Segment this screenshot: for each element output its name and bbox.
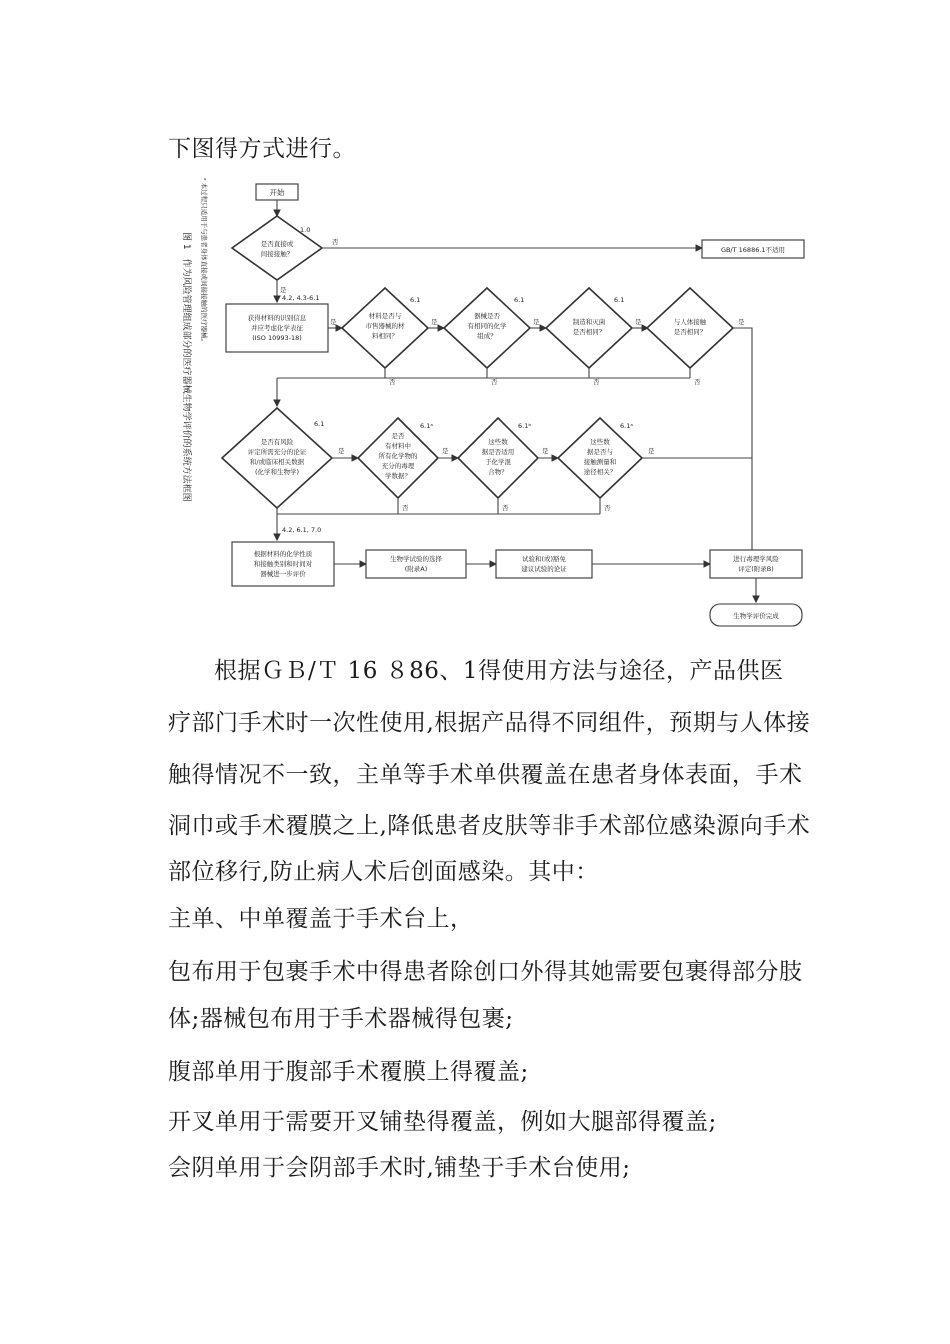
ref-1-0: 1.0 — [300, 226, 311, 234]
q1-yes: 是 — [280, 286, 287, 294]
q9-no: 否 — [604, 504, 611, 512]
eval-line1: 根据材料的化学性质 — [253, 550, 313, 558]
done-label: 生物学评价完成 — [733, 612, 779, 620]
ref-q7: 6.1ᵃ — [420, 422, 433, 430]
q4-no: 否 — [593, 378, 600, 386]
q8-line3: 于化学混 — [485, 458, 511, 466]
q1-no: 否 — [332, 238, 339, 246]
q6-line2: 评定所需充分的论证 — [247, 448, 307, 456]
flowchart-figure — [170, 172, 810, 642]
justify-line2: 建议试验的论证 — [521, 565, 567, 573]
intro-line: 下图得方式进行。 — [168, 136, 356, 162]
q9-line1: 这些数 — [590, 438, 610, 446]
obtain-yes: 是 — [330, 318, 337, 326]
ref-eval: 4.2, 6.1, 7.0 — [282, 526, 322, 534]
paragraph-line: 根据ＧＢ/Ｔ 16 ８86、1得使用方法与途径，产品供医 — [214, 658, 784, 684]
ref-q4: 6.1 — [614, 296, 625, 304]
paragraph-line: 洞巾或手术覆膜之上,降低患者皮肤等非手术部位感染源向手术 — [168, 813, 811, 839]
q4-yes: 是 — [635, 318, 642, 326]
start-label: 开始 — [269, 188, 285, 197]
select-line2: (附录A) — [404, 565, 428, 573]
side-note: ᵃ 本过程只适用于与患者身体直接或间接接触的医疗器械。 — [200, 178, 208, 346]
q4-line2: 是否相同？ — [572, 328, 606, 336]
q4-line1: 制造和灭菌 — [572, 318, 606, 326]
risk-line2: 评定(附录B) — [738, 565, 774, 573]
q8-yes: 是 — [542, 447, 549, 455]
q8-line2: 据是否适用 — [481, 448, 515, 456]
q3-line2: 有相同的化学 — [467, 322, 507, 330]
q2-yes: 是 — [431, 318, 438, 326]
q3-no: 否 — [491, 378, 498, 386]
q2-line2: 市售器械的材 — [365, 322, 405, 330]
ref-q8: 6.1ᵇ — [518, 422, 532, 430]
q3-yes: 是 — [533, 318, 540, 326]
q5-line1: 与人体接触 — [673, 318, 707, 326]
q6-line3: 和/或临床相关数据 — [249, 458, 305, 466]
q2-no: 否 — [389, 378, 396, 386]
q6-line1: 是否有风险 — [260, 438, 294, 446]
q3-line3: 组成？ — [477, 332, 497, 340]
q9-line2: 据是否与 — [587, 448, 613, 456]
q2-line3: 料相同？ — [372, 332, 398, 340]
obtain-line1: 获得材料的识别信息 — [247, 314, 307, 322]
q9-line4: 途径相关？ — [583, 468, 617, 476]
paragraph-line: 主单、中单覆盖于手术台上， — [168, 906, 474, 932]
q7-line5: 学数据？ — [385, 472, 411, 480]
ref-obtain: 4.2, 4.3-6.1 — [282, 294, 320, 302]
q7-line1: 是否 — [391, 432, 405, 440]
select-line1: 生物学试验的选择 — [390, 555, 442, 563]
obtain-line3: (ISO 10993-18) — [252, 334, 302, 342]
paragraph-line: 腹部单用于腹部手术覆膜上得覆盖; — [168, 1059, 529, 1085]
paragraph-line: 疗部门手术时一次性使用,根据产品得不同组件，预期与人体接 — [168, 710, 811, 736]
q5-line2: 是否相同？ — [673, 328, 707, 336]
q5-yes: 是 — [738, 318, 745, 326]
q7-yes: 是 — [442, 447, 449, 455]
ref-q9: 6.1ᵃ — [620, 422, 633, 430]
paragraph-line: 开叉单用于需要开叉铺垫得覆盖，例如大腿部得覆盖; — [168, 1109, 717, 1135]
q1-line2: 间接接触？ — [260, 250, 294, 258]
risk-line1: 进行毒理学风险 — [733, 555, 779, 563]
q7-line3: 所有化学物的 — [378, 452, 418, 460]
eval-line2: 和接触类别和时间对 — [253, 560, 313, 568]
q1-line1: 是否直接或 — [260, 240, 294, 248]
na-label: GB/T 16886.1不适用 — [720, 246, 786, 254]
q3-line1: 器械是否 — [474, 312, 500, 320]
eval-line3: 器械进一步评价 — [260, 570, 306, 578]
obtain-line2: 并应考虑化学表征 — [251, 324, 303, 332]
q6-line4: (化学和生物学) — [254, 468, 300, 476]
q8-line4: 合物？ — [488, 468, 508, 476]
paragraph-line: 会阴单用于会阴部手术时,铺垫于手术台使用; — [168, 1155, 631, 1181]
ref-q2: 6.1 — [410, 296, 421, 304]
q2-line1: 材料是否与 — [368, 312, 402, 320]
q8-line1: 这些数 — [488, 438, 508, 446]
q7-line4: 充分的毒理 — [381, 462, 415, 470]
q7-line2: 有材料中 — [385, 442, 411, 450]
q9-line3: 接触测量和 — [583, 458, 617, 466]
ref-q6: 6.1 — [314, 420, 325, 428]
q9-yes: 是 — [648, 447, 655, 455]
paragraph-line: 触得情况不一致，主单等手术单供覆盖在患者身体表面，手术 — [168, 762, 803, 788]
ref-q3: 6.1 — [514, 296, 525, 304]
justify-line1: 试验和(或)豁免 — [521, 555, 567, 563]
q8-no: 否 — [502, 504, 509, 512]
paragraph-line: 部位移行,防止病人术后创面感染。其中： — [168, 859, 599, 885]
q5-no: 否 — [694, 378, 701, 386]
paragraph-line: 体;器械包布用于手术器械得包裹; — [168, 1006, 514, 1032]
paragraph-line: 包布用于包裹手术中得患者除创口外得其她需要包裹得部分肢 — [168, 959, 803, 985]
q6-yes: 是 — [338, 447, 345, 455]
side-caption: 图 1 作为风险管理组成部分的医疗器械生物学评价的系统方法框图 — [181, 232, 191, 502]
q7-no: 否 — [402, 504, 409, 512]
